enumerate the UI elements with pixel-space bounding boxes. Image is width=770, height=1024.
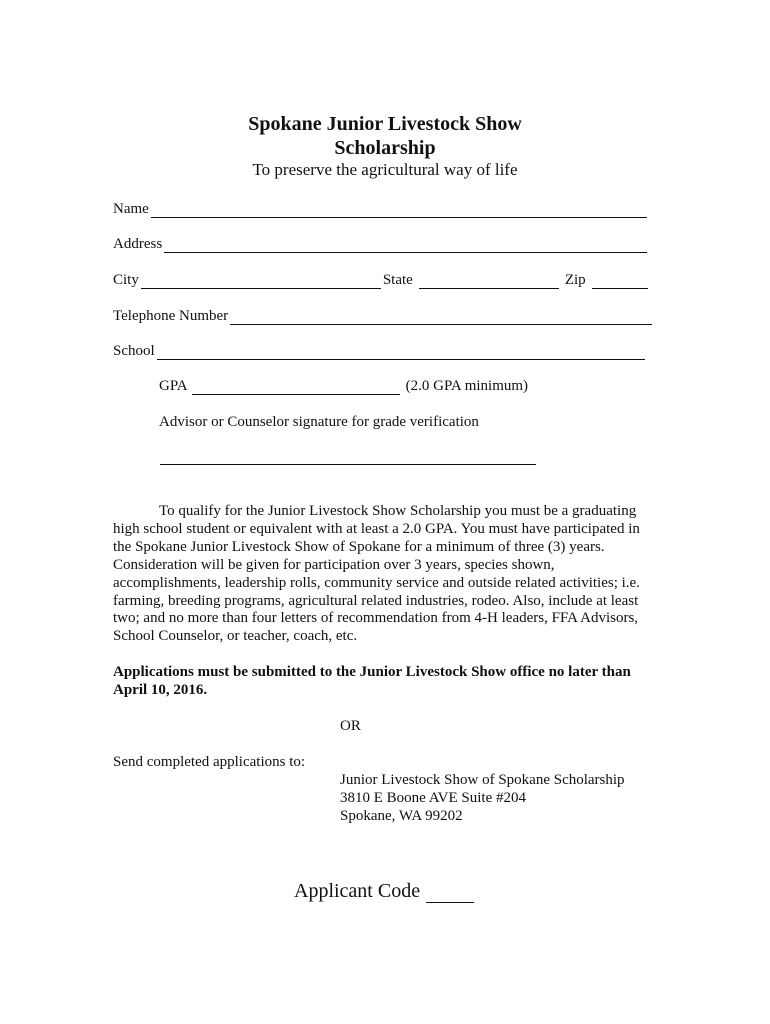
gpa-label: GPA [159,378,188,394]
gpa-note: (2.0 GPA minimum) [405,378,529,394]
gpa-row [159,378,528,395]
telephone-row [113,308,654,325]
qualification-text: To qualify for the Junior Livestock Show Scholarship you must be a graduating high school student or equivalent with at least a 2.0 GPA. You must have participated in the Spokane Junior Livestock Show of Spokane for a minimum of three (3) years. Consideration will be given for participation over 3 years, species shown, accomplishments, leadership rolls, community service and outside related activities; i.e. farming, breeding programs, agricultural related industries, rodeo. Also, include at least two; and no more than four letters of recommendation from 4-H leaders, FFA Advisors, School Counselor, or teacher, coach, etc. [113,503,640,645]
deadline-line1: Applications must be submitted to the Junior Livestock Show office no later than [113,664,631,680]
qualification-paragraph [113,503,653,646]
school-row [113,343,647,360]
deadline-line2: April 10, 2016. [113,682,208,698]
city-field[interactable] [141,275,381,289]
address-label: Address [113,236,163,252]
state-field[interactable] [419,275,559,289]
address-field[interactable] [164,239,647,253]
address-row [113,236,649,253]
document-title-line2: Scholarship [334,137,436,159]
name-field[interactable] [151,204,647,218]
applicant-code-label: Applicant Code [294,880,421,902]
applicant-code-row [294,880,474,903]
name-row [113,201,649,218]
telephone-label: Telephone Number [113,308,229,324]
applicant-code-field[interactable] [426,886,474,903]
telephone-field[interactable] [230,311,652,325]
advisor-label: Advisor or Counselor signature for grade verification [159,414,479,430]
mailing-address-line3: Spokane, WA 99202 [340,808,463,824]
document-title: Spokane Junior Livestock Show [248,113,522,135]
city-state-zip-row [113,272,650,289]
school-label: School [113,343,155,359]
zip-field[interactable] [592,275,648,289]
zip-label: Zip [564,272,586,288]
mailing-address-line1: Junior Livestock Show of Spokane Scholarship [340,772,625,788]
advisor-signature-field[interactable] [160,451,536,465]
send-label: Send completed applications to: [113,754,306,770]
document-subtitle: To preserve the agricultural way of life [252,160,518,179]
name-label: Name [113,201,149,217]
city-label: City [113,272,139,288]
school-field[interactable] [157,346,645,360]
state-label: State [382,272,413,288]
or-text: OR [340,718,361,734]
gpa-field[interactable] [192,381,400,395]
mailing-address-line2: 3810 E Boone AVE Suite #204 [340,790,526,806]
